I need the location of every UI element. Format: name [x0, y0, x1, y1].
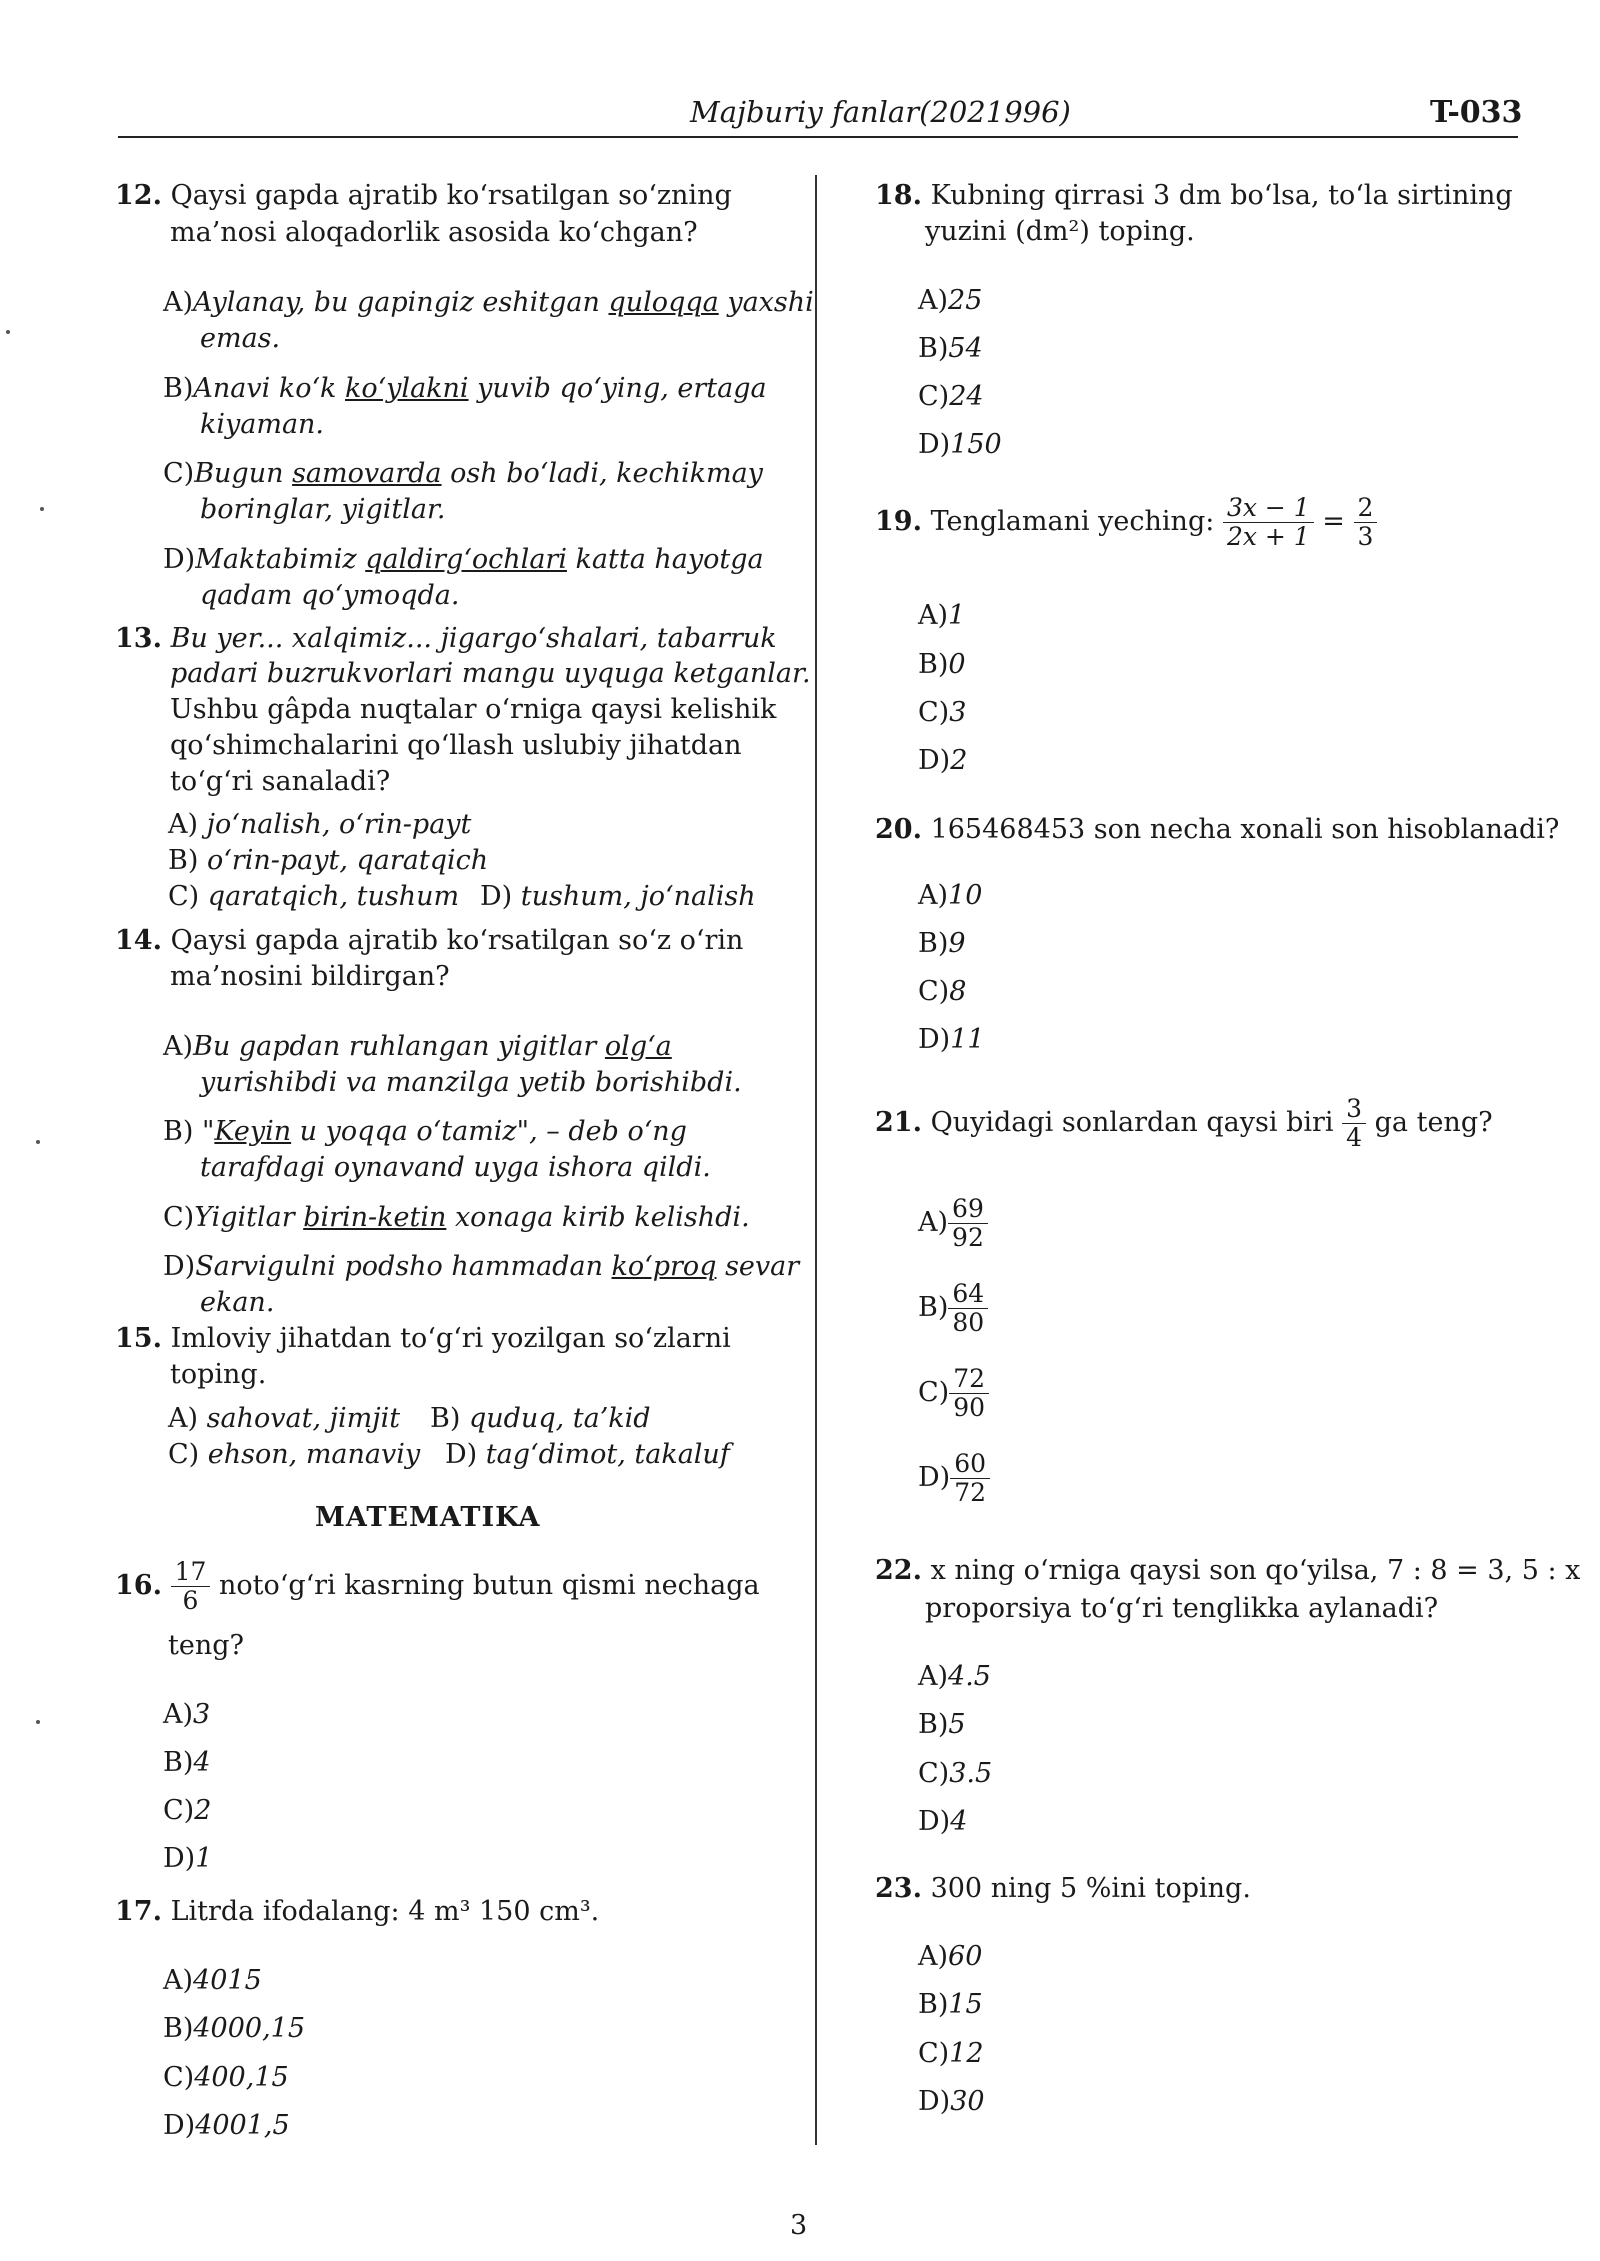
header-title: Majburiy fanlar(2021996) — [690, 95, 1071, 129]
option-c-cont: boringlar, yigitlar. — [200, 494, 446, 525]
question-20 — [875, 811, 1559, 848]
question-text: Qaysi gapda ajratib ko‘rsatilgan so‘zning — [170, 180, 732, 211]
question-22 — [875, 1552, 1580, 1589]
fraction: $\frac{3}{4}$ — [1342, 1095, 1366, 1152]
option-d: D)1 — [163, 1843, 213, 1874]
fraction: $\frac{17}{6}$ — [171, 1558, 211, 1615]
question-text-line: yuzini (dm²) toping. — [925, 216, 1195, 247]
option-b: B)54 — [918, 333, 983, 364]
question-text-line: ma’nosini bildirgan? — [170, 961, 450, 992]
question-text-line: teng? — [168, 1630, 244, 1661]
question-number: 15. — [115, 1323, 162, 1354]
fraction-left: $\frac{3x - 1}{2x + 1}$ — [1223, 494, 1314, 551]
option-d-cont: qadam qo‘ymoqda. — [200, 580, 460, 611]
question-text: Quyidagi sonlardan qaysi biri — [930, 1107, 1334, 1138]
question-15 — [115, 1320, 731, 1357]
option-b: B)4000,15 — [163, 2013, 306, 2044]
question-14 — [115, 922, 743, 959]
option-b-cont: kiyaman. — [200, 409, 325, 440]
question-number: 18. — [875, 180, 922, 211]
question-text: Kubning qirrasi 3 dm bo‘lsa, to‘la sirtining — [930, 180, 1513, 211]
option-b: B)15 — [918, 1989, 983, 2020]
question-text: 165468453 son necha xonali son hisoblanadi? — [930, 814, 1560, 845]
question-text-line: Ushbu gâpda nuqtalar o‘rniga qaysi kelishik — [170, 694, 777, 725]
option-d: D)11 — [918, 1024, 985, 1055]
header-rule — [118, 136, 1518, 138]
question-text-line: proporsiya to‘g‘ri tenglikka aylanadi? — [925, 1593, 1439, 1624]
equals-sign: = — [1322, 506, 1345, 537]
option-c: C)3 — [918, 697, 967, 728]
option-a: A)Bu gapdan ruhlangan yigitlar olg‘a — [163, 1031, 672, 1062]
option-a: A) sahovat, jimjit — [168, 1403, 401, 1434]
question-18 — [875, 177, 1513, 214]
option-d: D)Maktabimiz qaldirg‘ochlari katta hayotga — [163, 544, 764, 575]
question-text: 300 ning 5 %ini toping. — [930, 1873, 1251, 1904]
header-code: T-033 — [1430, 95, 1523, 130]
question-text-line: padari buzrukvorlari mangu uyquga ketganlar. — [170, 658, 811, 689]
scan-speck — [36, 1720, 40, 1724]
option-d: D) tag‘dimot, takaluf — [445, 1439, 730, 1470]
option-d: D)30 — [918, 2086, 985, 2117]
question-text: Bu yer... xalqimiz... jigargo‘shalari, tabarruk — [170, 623, 777, 654]
option-b: B)0 — [918, 649, 966, 680]
option-c: C)8 — [918, 976, 967, 1007]
option-a: A)4.5 — [918, 1661, 991, 1692]
option-a-cont: yurishibdi va manzilga yetib borishibdi. — [200, 1067, 742, 1098]
option-b: B)4 — [163, 1747, 211, 1778]
question-text: Qaysi gapda ajratib ko‘rsatilgan so‘z o‘rin — [170, 925, 744, 956]
option-c: C)400,15 — [163, 2062, 289, 2093]
column-divider — [815, 175, 817, 2145]
question-text-line: to‘g‘ri sanaladi? — [170, 766, 391, 797]
fraction-right: $\frac{2}{3}$ — [1354, 494, 1378, 551]
option-b: B)Anavi ko‘k ko‘ylakni yuvib qo‘ying, ertaga — [163, 373, 767, 404]
option-b: B)9 — [918, 928, 966, 959]
question-19 — [875, 494, 1377, 551]
question-text-line: ma’nosi aloqadorlik asosida ko‘chgan? — [170, 217, 698, 248]
option-a: A)25 — [918, 285, 983, 316]
option-a-cont: emas. — [200, 323, 281, 354]
question-16 — [115, 1558, 760, 1615]
option-d: D) tushum, jo‘nalish — [480, 881, 756, 912]
question-text: Imloviy jihatdan to‘g‘ri yozilgan so‘zlarni — [170, 1323, 731, 1354]
option-b: B) quduq, ta’kid — [430, 1403, 651, 1434]
option-d: D)150 — [918, 429, 1002, 460]
option-c: C)12 — [918, 2038, 984, 2069]
option-a: A)60 — [918, 1941, 983, 1972]
scan-speck — [40, 507, 44, 511]
option-c: C) qaratqich, tushum — [168, 881, 460, 912]
question-text: x ning o‘rniga qaysi son qo‘yilsa, 7 : 8 = 3, 5 : x — [930, 1555, 1581, 1586]
question-number: 13. — [115, 623, 162, 654]
option-c: C)Bugun samovarda osh bo‘ladi, kechikmay — [163, 458, 763, 489]
option-c: C)3.5 — [918, 1758, 993, 1789]
question-number: 22. — [875, 1555, 922, 1586]
question-13 — [115, 620, 777, 657]
option-d: D)4 — [918, 1806, 968, 1837]
option-a: A)10 — [918, 880, 983, 911]
option-b: B) o‘rin-payt, qaratqich — [168, 845, 489, 876]
question-text: noto‘g‘ri kasrning butun qismi nechaga — [218, 1570, 760, 1601]
question-12 — [115, 177, 732, 214]
option-b: B)5 — [918, 1709, 966, 1740]
question-23 — [875, 1870, 1251, 1907]
option-d: D) $\frac{60}{72}$ — [918, 1450, 990, 1507]
question-number: 19. — [875, 506, 922, 537]
option-c: C)24 — [918, 381, 984, 412]
question-number: 20. — [875, 814, 922, 845]
question-text-line: toping. — [170, 1359, 267, 1390]
option-b-cont: tarafdagi oynavand uyga ishora qildi. — [200, 1152, 711, 1183]
option-c: C)2 — [163, 1795, 212, 1826]
option-d: D)Sarvigulni podsho hammadan ko‘proq sevar — [163, 1251, 800, 1282]
page-number: 3 — [790, 2210, 808, 2241]
option-a: A)4015 — [163, 1965, 262, 1996]
option-d: D)2 — [918, 745, 968, 776]
option-c: C) ehson, manaviy — [168, 1439, 421, 1470]
option-c: C)Yigitlar birin-ketin xonaga kirib kelishdi. — [163, 1202, 750, 1233]
question-number: 12. — [115, 180, 162, 211]
question-number: 23. — [875, 1873, 922, 1904]
option-c: C) $\frac{72}{90}$ — [918, 1365, 989, 1422]
question-21 — [875, 1095, 1493, 1152]
question-text-line: qo‘shimchalarini qo‘llash uslubiy jihatdan — [170, 730, 742, 761]
option-b: B) "Keyin u yoqqa o‘tamiz", – deb o‘ng — [163, 1116, 687, 1147]
option-a: A) jo‘nalish, o‘rin-payt — [168, 809, 472, 840]
option-d: D)4001,5 — [163, 2110, 290, 2141]
option-d-cont: ekan. — [200, 1287, 275, 1318]
question-text: Litrda ifodalang: 4 m³ 150 cm³. — [170, 1896, 600, 1927]
scan-speck — [36, 1140, 40, 1144]
option-a: A)Aylanay, bu gapingiz eshitgan quloqqa yaxshi — [163, 287, 814, 318]
question-text-end: ga teng? — [1374, 1107, 1493, 1138]
section-heading-math: MATEMATIKA — [315, 1502, 541, 1533]
question-number: 21. — [875, 1107, 922, 1138]
question-number: 14. — [115, 925, 162, 956]
option-a: A)3 — [163, 1699, 211, 1730]
scan-speck — [6, 330, 10, 334]
option-b: B) $\frac{64}{80}$ — [918, 1280, 988, 1337]
option-a: A)1 — [918, 600, 966, 631]
question-17 — [115, 1893, 599, 1930]
question-number: 16. — [115, 1570, 162, 1601]
question-text: Tenglamani yeching: — [930, 506, 1215, 537]
option-a: A) $\frac{69}{92}$ — [918, 1195, 988, 1252]
question-number: 17. — [115, 1896, 162, 1927]
